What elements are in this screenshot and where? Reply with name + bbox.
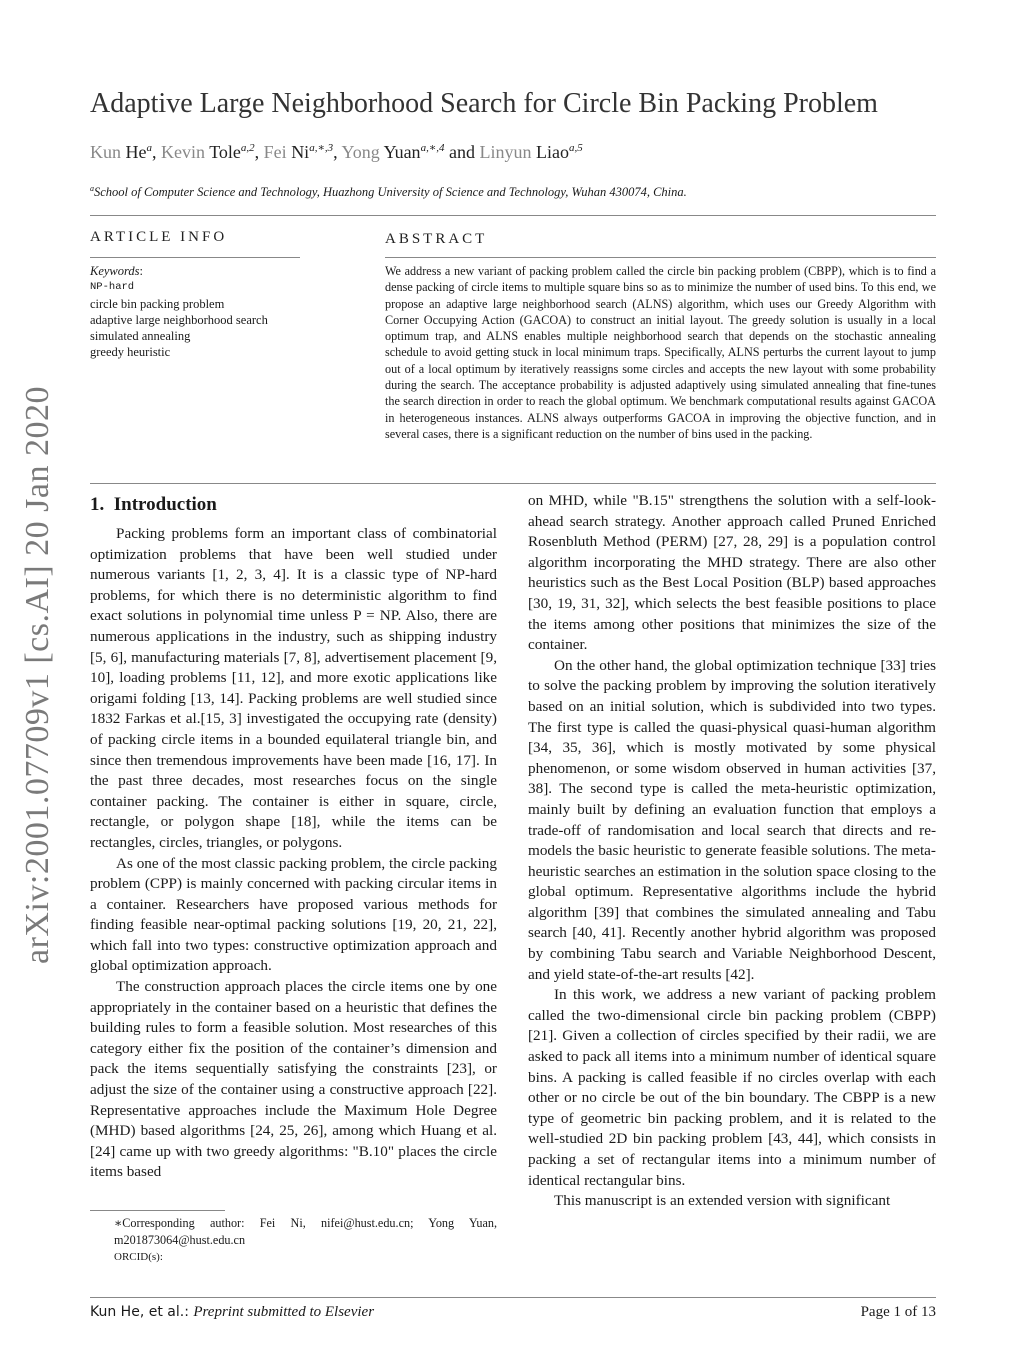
keyword: adaptive large neighborhood search bbox=[90, 312, 268, 327]
author-list bbox=[90, 141, 950, 163]
paragraph: This manuscript is an extended version with significant bbox=[554, 1192, 891, 1210]
author: Linyun Liao$^{a,5}$ bbox=[479, 142, 583, 162]
keyword: circle bin packing problem bbox=[90, 296, 225, 311]
article-info-heading: ARTICLE INFO bbox=[90, 229, 228, 245]
article-info-divider bbox=[90, 257, 300, 258]
keywords-block: Keywords: NP-hard circle bin packing problem adaptive large neighborhood search simulated annealing greedy heuristic bbox=[90, 263, 300, 361]
abstract-divider bbox=[385, 257, 936, 258]
author: Fei $Ni^{a,∗,3}$, bbox=[263, 142, 342, 162]
author: Yong Yuan$^{a,∗,4}$ and bbox=[341, 142, 480, 162]
paragraph: on MHD, while "B.15" strengthens the solution with a self-look-ahead search strategy. Another approach called Pruned Enriched Rosenbluth Method (PERM) [27, 28, 29] is a population control algorithm incorporating the MHD strategy. There are also other heuristics such as the Best Local Position (BLP) based approaches [30, 19, 31, 32], which selects the best feasible positions to place the items among other positions that minimizes the size of the container. bbox=[528, 492, 936, 654]
footer-divider bbox=[90, 1297, 936, 1298]
paragraph: In this work, we address a new variant of packing problem called the two-dimensional circle bin packing problem (CBPP) [21]. Given a collection of circles specified by their radii, we are asked to pack all items into a minimum number of identical square bins. A packing is called feasible if no circles overlap with each other or no circle be out of the bin boundary. The CBPP is a new type of geometric bin packing problem, and it is related to the well-studied 2D bin packing problem [43, 44], which consists in packing a set of rectangular items into a minimum number of identical rectangular bins. bbox=[528, 986, 936, 1189]
keyword: greedy heuristic bbox=[90, 345, 171, 360]
author: Kevin Tole$^{a,2}$, bbox=[161, 142, 264, 162]
corresponding-author: ∗Corresponding author: Fei Ni, nifei@hust.edu.cn; Yong Yuan, m201873064@hust.edu.cn bbox=[114, 1216, 497, 1247]
keywords-label: Keywords bbox=[90, 264, 140, 278]
left-column bbox=[90, 524, 497, 1183]
keyword: NP-hard bbox=[90, 281, 135, 294]
header-divider bbox=[90, 215, 936, 216]
paragraph: On the other hand, the global optimization technique [33] tries to solve the packing problem by improving the solution iteratively based on an initial solution, which is subdivided into two types. The first type is called the quasi-physical quasi-human algorithm [34, 35, 36], which is mostly motivated by some physical phenomenon, or some wisdom observed in human activities [37, 38]. The second type is called the meta-heuristic optimization, mainly built by defining an evaluation function that employs a trade-off of randomisation and local search that directs and re-models the basic heuristic to generate feasible solutions. The meta-heuristic searches an estimation in the solution space closing to the global optimum. Representative algorithms include the hybrid algorithm [39] that combines the simulated annealing and Tabu search [40, 41]. Recently another hybrid algorithm was proposed by combining Tabu search and Variable Neighborhood Descent, and yield state-of-the-art results [42]. bbox=[528, 656, 936, 983]
abstract-heading: ABSTRACT bbox=[385, 231, 488, 247]
page-number: Page 1 of 13 bbox=[860, 1304, 936, 1320]
arxiv-id: arXiv:2001.07709v1 [cs.AI] 20 Jan 2020 bbox=[19, 385, 56, 965]
abstract-bottom-divider bbox=[90, 483, 936, 484]
paragraph: Packing problems form an important class of combinatorial optimization problems that have been well studied under numerous variants [1, 2, 3, 4]. It is a classic type of NP-hard problems, for which there is no deterministic algorithm to find exact solutions in polynomial time unless P = NP. Also, there are numerous applications in the industry, such as shipping industry [5, 6], manufacturing materials [7, 8], advertisement placement [9, 10], loading problems [11, 12], and more exotic applications like origami folding [13, 14]. Packing problems are well studied since 1832 Farkas et al.[15, 3] investigated the occupying rate (density) of packing circle items in a bounded equilateral triangle bin, and since then tremendous improvements have been made [16, 17]. In the past three decades, most researches focus on the single container packing. The container is either in square, circle, rectangle, or polygon shape [18], while the items can be rectangles, circles, triangles, or polygons. bbox=[90, 525, 497, 851]
author: Kun He$^a$, bbox=[90, 142, 161, 162]
affiliation: $^a$School of Computer Science and Technology, Huazhong University of Science and Technology, Wuhan 430074, China. bbox=[90, 184, 687, 200]
paragraph: As one of the most classic packing problem, the circle packing problem (CPP) is mainly concerned with packing circular items in a container. Researchers have proposed various methods for finding feasible near-optimal packing solutions [19, 20, 21, 22], which fall into two types: constructive optimization approach and global optimization approach. bbox=[90, 854, 497, 975]
footnote-divider bbox=[90, 1210, 225, 1211]
orcid-line: ORCID(s): bbox=[114, 1251, 163, 1263]
section-heading: 1. Introduction bbox=[90, 494, 217, 515]
footer-citation: Kun He, et al.: Preprint submitted to Elsevier bbox=[90, 1304, 375, 1320]
paragraph: The construction approach places the circle items one by one appropriately in the container based on a heuristic that defines the building rules to form a feasible solution. Most researches of this category either fix the position of the container’s dimension and pack the items sequentially satisfying the constraints [23], or adjust the size of the container using a constructive approach [22]. Representative approaches include the Maximum Hole Degree (MHD) based algorithms [24, 25, 26], among which Huang et al. [24] came up with two greedy algorithms: "B.10" places the circle items based bbox=[90, 978, 497, 1181]
abstract-text: We address a new variant of packing problem called the circle bin packing problem (CBPP), which is to find a dense packing of circle items to multiple square bins so as to minimize the number of used bins. To this end, we propose an adaptive large neighborhood search (ALNS) algorithm, which uses our Greedy Algorithm with Corner Occupying Action (GACOA) to construct an initial layout. The greedy solution is usually in a local optimum trap, and ALNS enables multiple neighborhood search that depends on the stochastic annealing schedule to avoid getting stuck in local minimum traps. Specifically, ALNS perturbs the current layout to jump out of a local optimum by iteratively reassigns some circles and accepts the new layout with some probability during the search. The acceptance probability is adjusted adaptively using simulated annealing that fine-tunes the search direction in order to reach the global optimum. We benchmark computational results against GACOA in heterogeneous instances. ALNS always outperforms GACOA in improving the objective function, and in several cases, there is a significant reduction on the number of bins used in the packing. bbox=[385, 264, 936, 441]
keyword: simulated annealing bbox=[90, 329, 191, 344]
arxiv-stamp bbox=[14, 375, 62, 975]
paper-title: Adaptive Large Neighborhood Search for Circle Bin Packing Problem bbox=[90, 88, 878, 119]
footnote bbox=[90, 1215, 497, 1266]
right-column bbox=[528, 491, 936, 1212]
